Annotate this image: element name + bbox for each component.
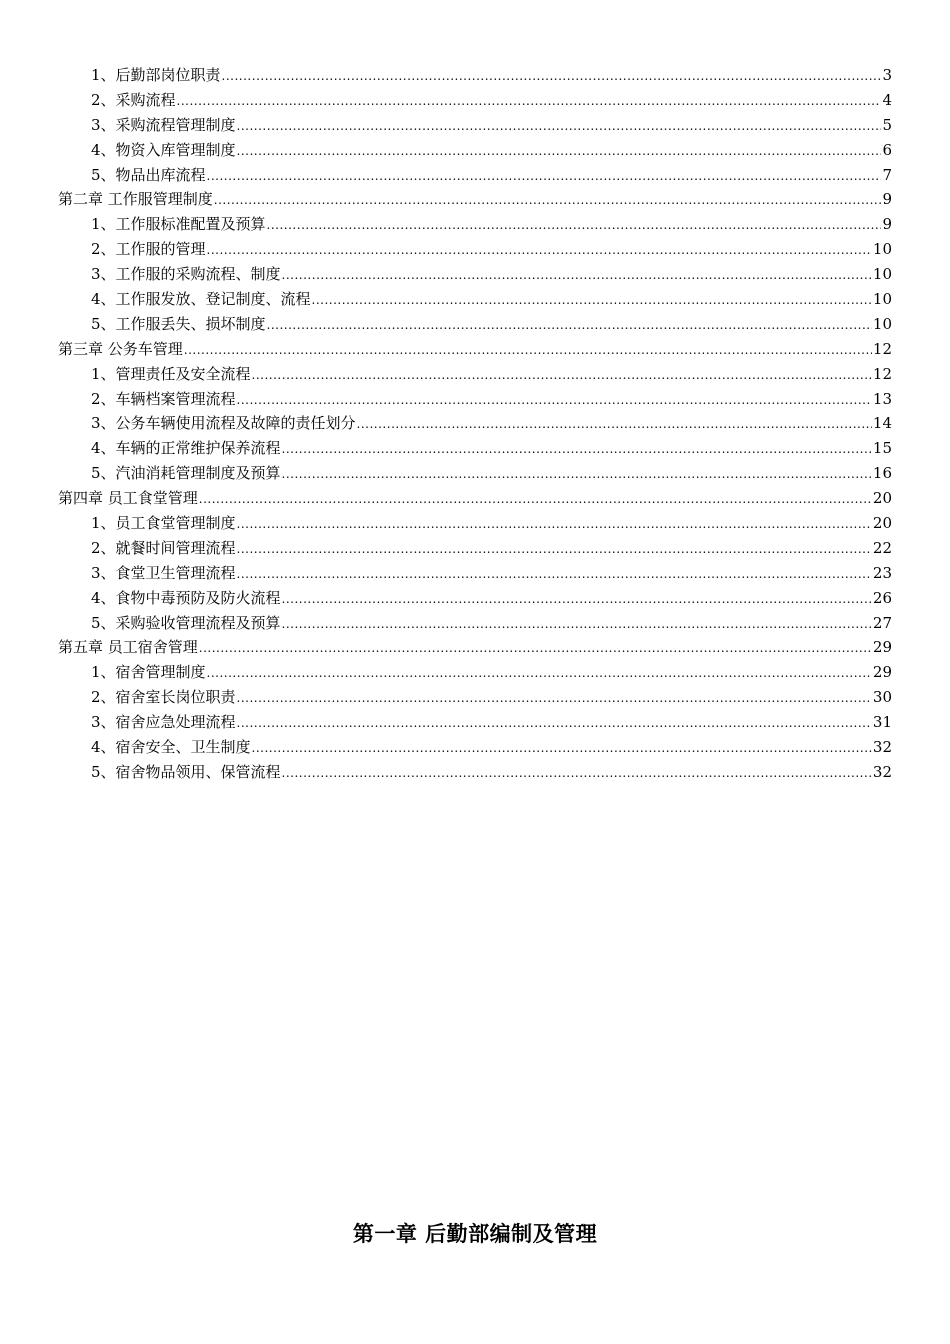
toc-dot-leader bbox=[282, 263, 872, 288]
chapter-heading: 第一章 后勤部编制及管理 bbox=[352, 1221, 598, 1246]
toc-chapter-entry[interactable] bbox=[58, 337, 892, 362]
toc-page-number: 13 bbox=[872, 389, 892, 408]
toc-section-entry[interactable] bbox=[58, 586, 892, 611]
toc-dot-leader bbox=[199, 636, 872, 661]
toc-section-entry[interactable] bbox=[58, 536, 892, 561]
toc-section-entry[interactable] bbox=[58, 138, 892, 163]
toc-dot-leader bbox=[252, 736, 872, 761]
toc-entry-label: 4、车辆的正常维护保养流程 bbox=[91, 439, 281, 458]
toc-entry-label: 3、公务车辆使用流程及故障的责任划分 bbox=[91, 414, 356, 433]
toc-entry-label: 4、工作服发放、登记制度、流程 bbox=[91, 290, 311, 309]
toc-dot-leader bbox=[237, 512, 872, 537]
toc-page-number: 27 bbox=[872, 613, 892, 632]
toc-entry-label: 3、采购流程管理制度 bbox=[91, 115, 236, 134]
toc-entry-label: 1、宿舍管理制度 bbox=[91, 663, 206, 682]
toc-entry-label: 5、采购验收管理流程及预算 bbox=[91, 613, 281, 632]
table-of-contents bbox=[58, 63, 892, 785]
toc-dot-leader bbox=[199, 487, 872, 512]
toc-section-entry[interactable] bbox=[58, 436, 892, 461]
toc-dot-leader bbox=[207, 661, 872, 686]
toc-dot-leader bbox=[237, 537, 872, 562]
toc-dot-leader bbox=[357, 412, 872, 437]
toc-page-number: 12 bbox=[872, 364, 892, 383]
toc-dot-leader bbox=[237, 139, 882, 164]
toc-entry-label: 4、物资入库管理制度 bbox=[91, 140, 236, 159]
toc-entry-label: 3、食堂卫生管理流程 bbox=[91, 563, 236, 582]
toc-dot-leader bbox=[184, 338, 872, 363]
toc-dot-leader bbox=[282, 761, 872, 786]
toc-entry-label: 5、物品出库流程 bbox=[91, 165, 206, 184]
toc-page-number: 9 bbox=[882, 190, 892, 209]
toc-entry-label: 2、采购流程 bbox=[91, 90, 176, 109]
toc-section-entry[interactable] bbox=[58, 760, 892, 785]
toc-section-entry[interactable] bbox=[58, 387, 892, 412]
toc-section-entry[interactable] bbox=[58, 287, 892, 312]
toc-page-number: 10 bbox=[872, 314, 892, 333]
toc-section-entry[interactable] bbox=[58, 710, 892, 735]
toc-section-entry[interactable] bbox=[58, 511, 892, 536]
toc-section-entry[interactable] bbox=[58, 163, 892, 188]
toc-entry-label: 5、宿舍物品领用、保管流程 bbox=[91, 762, 281, 781]
toc-chapter-entry[interactable] bbox=[58, 635, 892, 660]
toc-section-entry[interactable] bbox=[58, 411, 892, 436]
toc-dot-leader bbox=[237, 114, 882, 139]
toc-dot-leader bbox=[282, 437, 872, 462]
toc-entry-label: 第四章 员工食堂管理 bbox=[58, 489, 198, 508]
toc-entry-label: 1、后勤部岗位职责 bbox=[91, 66, 221, 84]
toc-dot-leader bbox=[222, 64, 882, 89]
toc-dot-leader bbox=[237, 562, 872, 587]
toc-page-number: 3 bbox=[882, 66, 892, 84]
toc-section-entry[interactable] bbox=[58, 561, 892, 586]
toc-section-entry[interactable] bbox=[58, 611, 892, 636]
toc-page-number: 14 bbox=[872, 414, 892, 433]
toc-entry-label: 5、工作服丢失、损坏制度 bbox=[91, 314, 266, 333]
toc-page-number: 30 bbox=[872, 688, 892, 707]
toc-section-entry[interactable] bbox=[58, 312, 892, 337]
toc-section-entry[interactable] bbox=[58, 88, 892, 113]
toc-dot-leader bbox=[237, 686, 872, 711]
toc-page-number: 26 bbox=[872, 588, 892, 607]
toc-dot-leader bbox=[252, 363, 872, 388]
toc-section-entry[interactable] bbox=[58, 362, 892, 387]
toc-page-number: 5 bbox=[882, 115, 892, 134]
toc-page-number: 9 bbox=[882, 215, 892, 234]
toc-dot-leader bbox=[267, 313, 872, 338]
toc-section-entry[interactable] bbox=[58, 113, 892, 138]
toc-page-number: 23 bbox=[872, 563, 892, 582]
toc-dot-leader bbox=[267, 213, 882, 238]
toc-dot-leader bbox=[177, 89, 882, 114]
toc-entry-label: 第三章 公务车管理 bbox=[58, 339, 183, 358]
toc-section-entry[interactable] bbox=[58, 735, 892, 760]
toc-entry-label: 3、宿舍应急处理流程 bbox=[91, 713, 236, 732]
toc-page-number: 20 bbox=[872, 489, 892, 508]
toc-page-number: 31 bbox=[872, 713, 892, 732]
toc-dot-leader bbox=[237, 388, 872, 413]
toc-entry-label: 5、汽油消耗管理制度及预算 bbox=[91, 464, 281, 483]
toc-section-entry[interactable] bbox=[58, 660, 892, 685]
toc-dot-leader bbox=[282, 462, 872, 487]
toc-entry-label: 4、宿舍安全、卫生制度 bbox=[91, 738, 251, 757]
toc-entry-label: 第五章 员工宿舍管理 bbox=[58, 638, 198, 657]
toc-entry-label: 2、车辆档案管理流程 bbox=[91, 389, 236, 408]
toc-page-number: 22 bbox=[872, 538, 892, 557]
toc-section-entry[interactable] bbox=[58, 237, 892, 262]
toc-page-number: 10 bbox=[872, 240, 892, 259]
toc-dot-leader bbox=[207, 238, 872, 263]
toc-page-number: 7 bbox=[882, 165, 892, 184]
toc-entry-label: 2、工作服的管理 bbox=[91, 240, 206, 259]
toc-section-entry[interactable] bbox=[58, 685, 892, 710]
toc-entry-label: 4、食物中毒预防及防火流程 bbox=[91, 588, 281, 607]
toc-page-number: 6 bbox=[882, 140, 892, 159]
toc-section-entry[interactable] bbox=[58, 262, 892, 287]
toc-section-entry[interactable] bbox=[58, 461, 892, 486]
toc-page-number: 15 bbox=[872, 439, 892, 458]
toc-page-number: 16 bbox=[872, 464, 892, 483]
toc-page-number: 32 bbox=[872, 762, 892, 781]
toc-page-number: 12 bbox=[872, 339, 892, 358]
toc-page-number: 10 bbox=[872, 265, 892, 284]
toc-section-entry[interactable] bbox=[58, 212, 892, 237]
toc-page-number: 32 bbox=[872, 738, 892, 757]
toc-page-number: 29 bbox=[872, 638, 892, 657]
toc-entry-label: 2、宿舍室长岗位职责 bbox=[91, 688, 236, 707]
toc-page-number: 4 bbox=[882, 90, 892, 109]
toc-entry-label: 2、就餐时间管理流程 bbox=[91, 538, 236, 557]
toc-dot-leader bbox=[282, 612, 872, 637]
toc-dot-leader bbox=[237, 711, 872, 736]
toc-entry-label: 1、管理责任及安全流程 bbox=[91, 364, 251, 383]
toc-page-number: 29 bbox=[872, 663, 892, 682]
toc-entry-label: 3、工作服的采购流程、制度 bbox=[91, 265, 281, 284]
toc-entry-label: 1、工作服标准配置及预算 bbox=[91, 215, 266, 234]
toc-page-number: 20 bbox=[872, 514, 892, 533]
toc-page-number: 10 bbox=[872, 290, 892, 309]
toc-dot-leader bbox=[214, 188, 882, 213]
toc-dot-leader bbox=[282, 587, 872, 612]
toc-dot-leader bbox=[312, 288, 872, 313]
toc-chapter-entry[interactable] bbox=[58, 486, 892, 511]
toc-section-entry[interactable] bbox=[58, 63, 892, 88]
toc-dot-leader bbox=[207, 164, 882, 189]
toc-entry-label: 第二章 工作服管理制度 bbox=[58, 190, 213, 209]
toc-chapter-entry[interactable] bbox=[58, 187, 892, 212]
toc-entry-label: 1、员工食堂管理制度 bbox=[91, 514, 236, 533]
